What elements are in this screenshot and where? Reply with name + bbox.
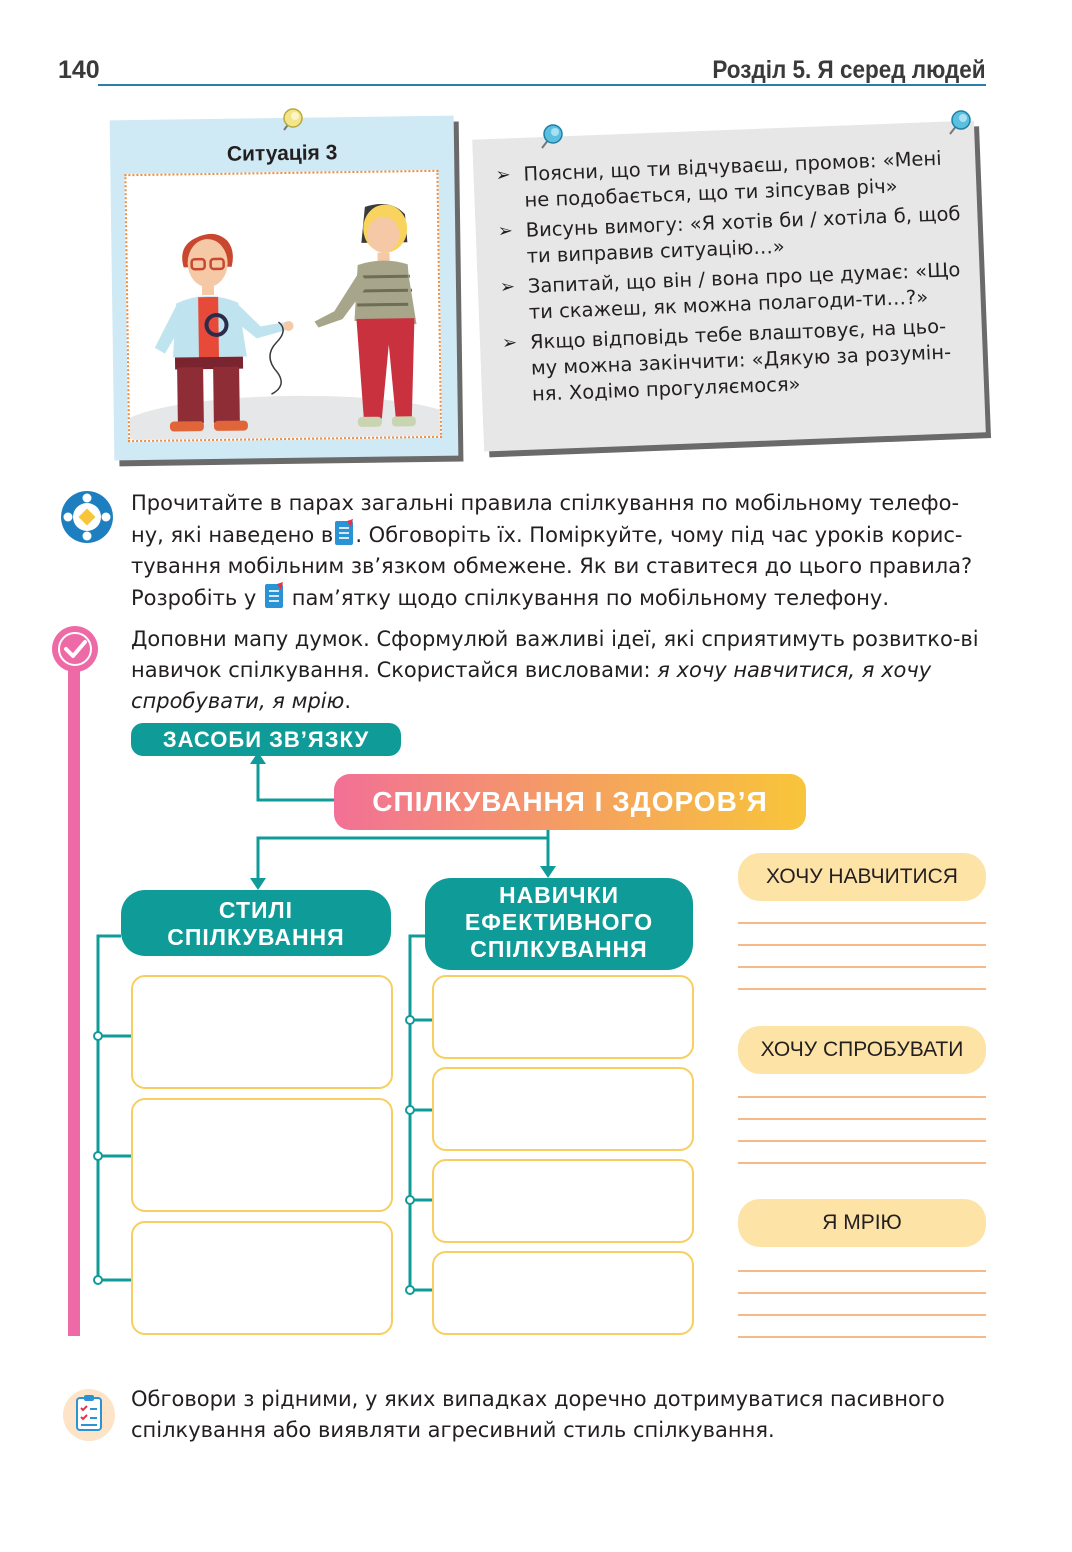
answer-line[interactable] (738, 922, 986, 924)
page-number: 140 (58, 56, 100, 84)
answer-line[interactable] (738, 988, 986, 990)
answer-line[interactable] (738, 1162, 986, 1164)
answer-line[interactable] (738, 1140, 986, 1142)
styles-line-1: СТИЛІ (218, 897, 294, 923)
styles-node (121, 890, 391, 956)
arrow-bullet-icon: ➢ (499, 276, 516, 298)
answer-line[interactable] (738, 1096, 986, 1098)
styles-answer-box[interactable] (131, 975, 393, 1089)
arrow-bullet-icon: ➢ (501, 332, 518, 354)
answer-line[interactable] (738, 966, 986, 968)
tip-item: ➢ Висунь вимогу: «Я хотів би / хотіла б, щоб ти виправив ситуацію…» (497, 202, 961, 268)
means-of-communication-node: ЗАСОБИ ЗВ’ЯЗКУ (131, 723, 401, 756)
skills-answer-box[interactable] (432, 1159, 694, 1243)
skills-line-3: СПІЛКУВАННЯ (470, 936, 648, 962)
answer-line[interactable] (738, 1118, 986, 1120)
skills-answer-box[interactable] (432, 975, 694, 1059)
mindmap-task-text: Доповни мапу думок. Сформулюй важливі ідеї, які сприятимуть розвитко-ві навичок спілкування. Скористайся висловами: я хочу навчитися, я хочу спробувати, я мрію. (131, 627, 979, 713)
pairs-task-text: Прочитайте в парах загальні правила спілкування по мобільному телефо-ну, які наведено в . Обговоріть їх. Поміркуйте, чому під час уроків корис-тування мобільним зв’язком обмежене. Як ви ставитеся до цього правила? Розробіть у пам’ятку щодо спілкування по мобільному телефону. (131, 491, 973, 610)
family-task-text: Обговори з рідними, у яких випадках доречно дотримуватися пасивного спілкування або виявляти агресивний стиль спілкування. (131, 1387, 945, 1442)
tip-item: ➢ Якщо відповідь тебе влаштовує, на цьо-му можна закінчити: «Дякую за розумін-ня. Ходімо прогуляємося» (501, 314, 952, 406)
section-title: Розділ 5. Я серед людей (712, 56, 986, 84)
skills-line-1: НАВИЧКИ (498, 882, 620, 908)
styles-answer-box[interactable] (131, 1098, 393, 1212)
skills-answer-box[interactable] (432, 1251, 694, 1335)
central-node: СПІЛКУВАННЯ І ЗДОРОВ’Я (334, 774, 806, 830)
answer-line[interactable] (738, 1336, 986, 1338)
tip-item: ➢ Поясни, що ти відчуваєш, промов: «Мені не подобається, що ти зіпсував річ» (495, 146, 943, 212)
answer-line[interactable] (738, 1270, 986, 1272)
checklist-icon (62, 1388, 116, 1442)
skills-answer-box[interactable] (432, 1067, 694, 1151)
arrow-bullet-icon: ➢ (497, 220, 514, 242)
answer-line[interactable] (738, 1292, 986, 1294)
situation-title: Ситуація 3 (226, 141, 338, 166)
tip-item: ➢ Запитай, що він / вона про це думає: «Що ти скажеш, як можна полагоди-ти…?» (499, 258, 961, 324)
i-dream-label: Я МРІЮ (738, 1199, 986, 1247)
arrow-bullet-icon: ➢ (495, 164, 512, 186)
skills-node (425, 878, 693, 970)
want-to-try-label: ХОЧУ СПРОБУВАТИ (738, 1026, 986, 1074)
styles-line-2: СПІЛКУВАННЯ (167, 924, 345, 950)
answer-line[interactable] (738, 1314, 986, 1316)
skills-line-2: ЕФЕКТИВНОГО (464, 909, 654, 935)
answer-line[interactable] (738, 944, 986, 946)
styles-answer-box[interactable] (131, 1221, 393, 1335)
want-to-learn-label: ХОЧУ НАВЧИТИСЯ (738, 853, 986, 901)
